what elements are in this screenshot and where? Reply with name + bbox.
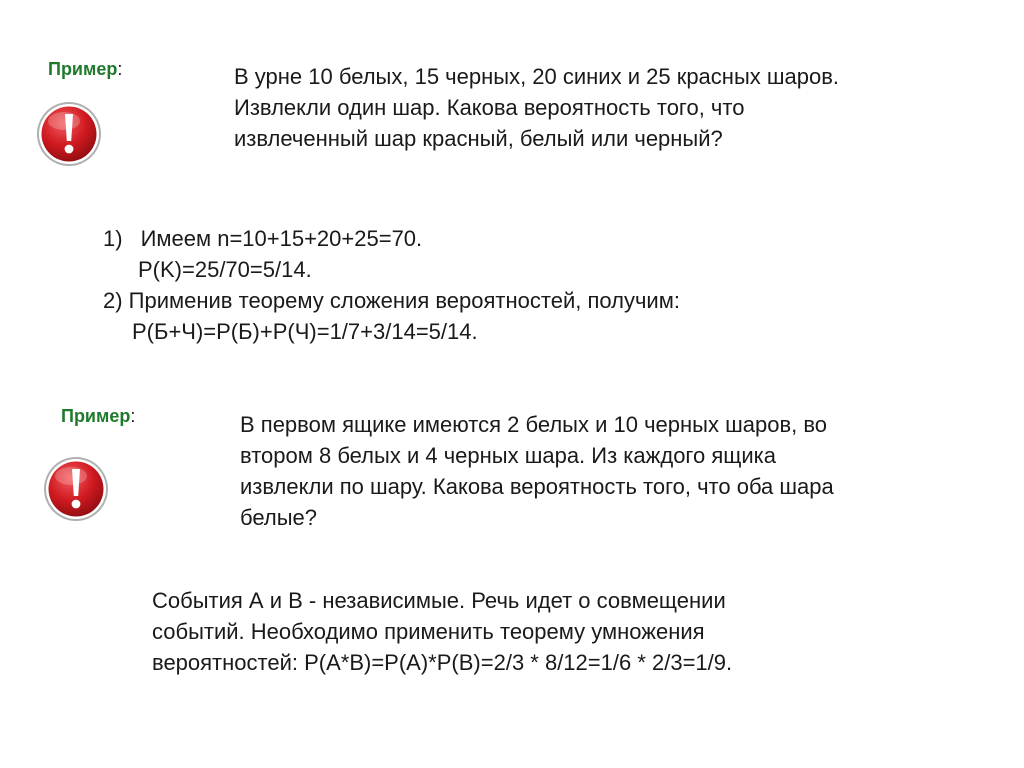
solution-step-2: 2) Применив теорему сложения вероятностей, получим: (103, 288, 680, 313)
solution-line: вероятностей: P(A*B)=P(A)*P(B)=2/3 * 8/12=1/6 * 2/3=1/9. (152, 650, 733, 675)
solution-line: События А и В - независимые. Речь идет о совмещении (152, 588, 726, 613)
problem-line: Извлекли один шар. Какова вероятность того, что (234, 95, 745, 120)
solution-line: событий. Необходимо применить теорему умножения (152, 619, 705, 644)
problem-line: втором 8 белых и 4 черных шара. Из каждого ящика (240, 443, 776, 468)
exclamation-icon (43, 456, 109, 522)
example-1-solution (103, 223, 983, 347)
example-label-2: Пример: (61, 406, 136, 426)
problem-line: извлекли по шару. Какова вероятность того, что оба шара (240, 474, 834, 499)
problem-line: В урне 10 белых, 15 черных, 20 синих и 25 красных шаров. (234, 64, 840, 89)
problem-line: белые? (240, 505, 317, 530)
problem-line: извлеченный шар красный, белый или черный? (234, 126, 723, 151)
solution-step-2-result: P(Б+Ч)=P(Б)+P(Ч)=1/7+3/14=5/14. (132, 319, 478, 344)
exclamation-icon (36, 101, 102, 167)
solution-step-1-result: P(K)=25/70=5/14. (138, 257, 312, 282)
problem-line: В первом ящике имеются 2 белых и 10 черных шаров, во (240, 412, 828, 437)
example-1-problem (234, 61, 994, 154)
example-2-problem (240, 409, 1000, 533)
example-2-solution (152, 585, 992, 678)
solution-step-1: 1) Имеем n=10+15+20+25=70. (103, 226, 423, 251)
example-label-1: Пример: (48, 59, 123, 79)
